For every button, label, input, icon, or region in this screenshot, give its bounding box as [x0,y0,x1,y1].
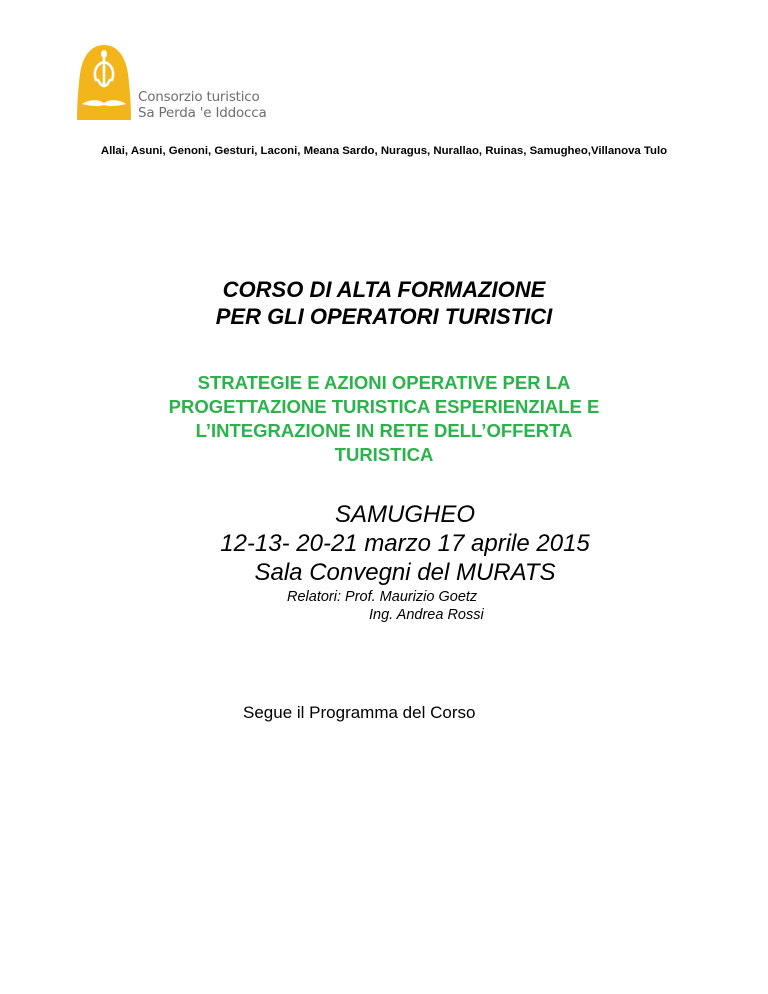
speaker-line-2: Ing. Andrea Rossi [369,607,484,623]
course-subtitle [0,371,768,467]
event-dates: 12-13- 20-21 marzo 17 aprile 2015 [220,530,590,557]
course-title [0,276,768,330]
logo-text [138,89,267,121]
event-place: SAMUGHEO [334,501,475,528]
subtitle-line-3: L’INTEGRAZIONE IN RETE DELL’OFFERTA [195,420,573,441]
subtitle-line-1: STRATEGIE E AZIONI OPERATIVE PER LA [197,372,571,393]
consortium-logo [74,42,267,126]
event-details [150,500,660,587]
member-towns: Allai, Asuni, Genoni, Gesturi, Laconi, Meana Sardo, Nuragus, Nurallao, Ruinas, Samugheo,Villanova Tulo [100,145,668,157]
event-venue: Sala Convegni del MURATS [254,559,556,586]
subtitle-line-2: PROGETTAZIONE TURISTICA ESPERIENZIALE E [168,396,600,417]
course-title-line-2: PER GLI OPERATORI TURISTICI [215,304,553,329]
course-title-line-1: CORSO DI ALTA FORMAZIONE [222,277,546,302]
logo-line-2: Sa Perda 'e Iddocca [138,105,267,121]
logo-line-1: Consorzio turistico [138,89,260,105]
speaker-line-1: Relatori: Prof. Maurizio Goetz [287,589,478,605]
subtitle-line-4: TURISTICA [334,444,434,465]
program-note: Segue il Programma del Corso [243,703,476,722]
speakers [287,588,484,624]
consortium-emblem-icon [74,42,134,122]
